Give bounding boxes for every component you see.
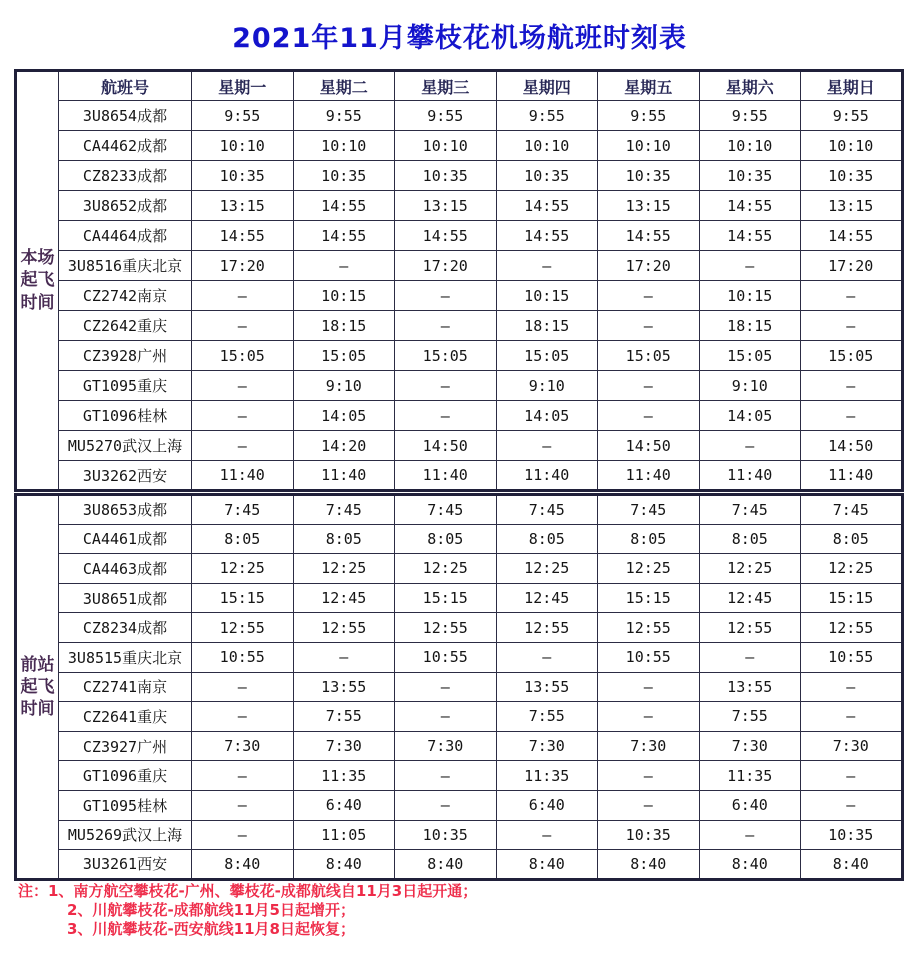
- time-cell: 10:55: [598, 642, 700, 672]
- table-row: [16, 131, 903, 161]
- time-cell: –: [598, 281, 700, 311]
- time-cell: –: [192, 790, 294, 820]
- time-cell: –: [395, 790, 497, 820]
- column-header-weekday: 星期二: [293, 71, 395, 101]
- table-row: [16, 642, 903, 672]
- table-row: [16, 583, 903, 613]
- time-cell: 14:55: [395, 221, 497, 251]
- section-label-line: 本场: [20, 248, 55, 269]
- time-cell: 12:55: [293, 613, 395, 643]
- time-cell: 10:10: [395, 131, 497, 161]
- time-cell: 10:55: [192, 642, 294, 672]
- flight-number-cell: GT1096重庆: [59, 761, 192, 791]
- table-row: [16, 613, 903, 643]
- column-header-weekday: 星期四: [496, 71, 598, 101]
- section-label-line: 起飞: [20, 676, 55, 697]
- column-header-flight-number: 航班号: [59, 71, 192, 101]
- time-cell: 10:10: [293, 131, 395, 161]
- time-cell: 8:40: [699, 850, 801, 880]
- time-cell: 17:20: [395, 251, 497, 281]
- column-header-weekday: 星期日: [801, 71, 903, 101]
- time-cell: 13:15: [598, 191, 700, 221]
- time-cell: 11:40: [496, 461, 598, 491]
- time-cell: 8:05: [801, 524, 903, 554]
- time-cell: 12:45: [293, 583, 395, 613]
- time-cell: 8:05: [598, 524, 700, 554]
- flight-number-cell: GT1096桂林: [59, 401, 192, 431]
- time-cell: 6:40: [699, 790, 801, 820]
- flight-number-cell: CA4461成都: [59, 524, 192, 554]
- time-cell: 8:40: [598, 850, 700, 880]
- time-cell: 11:40: [598, 461, 700, 491]
- time-cell: 6:40: [496, 790, 598, 820]
- time-cell: –: [496, 642, 598, 672]
- time-cell: 11:35: [699, 761, 801, 791]
- time-cell: 7:30: [699, 731, 801, 761]
- time-cell: 15:05: [801, 341, 903, 371]
- time-cell: –: [801, 761, 903, 791]
- flight-number-cell: 3U8653成都: [59, 495, 192, 525]
- time-cell: –: [699, 820, 801, 850]
- time-cell: –: [801, 371, 903, 401]
- flight-number-cell: CZ3928广州: [59, 341, 192, 371]
- previous-station-departure-times-table: [14, 493, 904, 881]
- notes: [18, 882, 477, 939]
- time-cell: 15:15: [801, 583, 903, 613]
- time-cell: –: [192, 702, 294, 732]
- time-cell: 7:30: [496, 731, 598, 761]
- time-cell: 14:55: [699, 221, 801, 251]
- time-cell: 12:25: [293, 554, 395, 584]
- time-cell: 10:15: [699, 281, 801, 311]
- time-cell: 12:25: [598, 554, 700, 584]
- time-cell: 12:25: [801, 554, 903, 584]
- section-label-line: 起飞: [20, 270, 55, 291]
- table-row: [16, 311, 903, 341]
- time-cell: 9:55: [192, 101, 294, 131]
- time-cell: 10:35: [496, 161, 598, 191]
- time-cell: –: [801, 401, 903, 431]
- flight-number-cell: MU5269武汉上海: [59, 820, 192, 850]
- flight-number-cell: CZ2741南京: [59, 672, 192, 702]
- time-cell: 12:25: [496, 554, 598, 584]
- section-label: [16, 71, 59, 491]
- flight-number-cell: GT1095桂林: [59, 790, 192, 820]
- section-label-line: 时间: [20, 292, 55, 313]
- section-label-line: 时间: [20, 698, 55, 719]
- time-cell: 8:40: [192, 850, 294, 880]
- time-cell: 10:15: [293, 281, 395, 311]
- flight-number-cell: CZ3927广州: [59, 731, 192, 761]
- time-cell: –: [192, 401, 294, 431]
- flight-number-cell: CZ2742南京: [59, 281, 192, 311]
- time-cell: 7:55: [699, 702, 801, 732]
- time-cell: 14:55: [801, 221, 903, 251]
- time-cell: 7:30: [192, 731, 294, 761]
- table-row: [16, 401, 903, 431]
- time-cell: 10:10: [699, 131, 801, 161]
- time-cell: 8:05: [699, 524, 801, 554]
- table-row: [16, 850, 903, 880]
- time-cell: –: [192, 761, 294, 791]
- time-cell: 9:55: [395, 101, 497, 131]
- flight-number-cell: 3U8654成都: [59, 101, 192, 131]
- time-cell: 12:55: [192, 613, 294, 643]
- time-cell: 7:55: [496, 702, 598, 732]
- time-cell: 10:15: [496, 281, 598, 311]
- time-cell: 14:20: [293, 431, 395, 461]
- time-cell: 12:55: [801, 613, 903, 643]
- time-cell: –: [801, 790, 903, 820]
- time-cell: –: [395, 672, 497, 702]
- column-header-weekday: 星期六: [699, 71, 801, 101]
- time-cell: –: [598, 311, 700, 341]
- flight-number-cell: 3U8515重庆北京: [59, 642, 192, 672]
- time-cell: –: [293, 642, 395, 672]
- time-cell: 11:35: [496, 761, 598, 791]
- time-cell: 9:10: [293, 371, 395, 401]
- time-cell: –: [395, 401, 497, 431]
- time-cell: –: [598, 702, 700, 732]
- time-cell: 8:05: [293, 524, 395, 554]
- flight-number-cell: MU5270武汉上海: [59, 431, 192, 461]
- time-cell: –: [192, 820, 294, 850]
- time-cell: –: [395, 761, 497, 791]
- time-cell: 10:10: [192, 131, 294, 161]
- table-row: [16, 672, 903, 702]
- table-row: [16, 191, 903, 221]
- time-cell: 18:15: [699, 311, 801, 341]
- time-cell: –: [699, 431, 801, 461]
- time-cell: –: [598, 401, 700, 431]
- time-cell: –: [699, 251, 801, 281]
- time-cell: 14:50: [801, 431, 903, 461]
- time-cell: –: [192, 431, 294, 461]
- time-cell: 15:15: [395, 583, 497, 613]
- header-row: [16, 71, 903, 101]
- time-cell: 12:55: [598, 613, 700, 643]
- time-cell: 10:10: [496, 131, 598, 161]
- time-cell: –: [598, 761, 700, 791]
- time-cell: –: [395, 371, 497, 401]
- table-row: [16, 371, 903, 401]
- time-cell: 12:25: [699, 554, 801, 584]
- table-row: [16, 524, 903, 554]
- time-cell: –: [598, 790, 700, 820]
- time-cell: 10:35: [192, 161, 294, 191]
- time-cell: –: [395, 281, 497, 311]
- time-cell: 9:10: [496, 371, 598, 401]
- time-cell: 14:05: [293, 401, 395, 431]
- time-cell: 10:10: [598, 131, 700, 161]
- time-cell: 14:05: [496, 401, 598, 431]
- time-cell: 7:45: [192, 495, 294, 525]
- time-cell: 11:40: [699, 461, 801, 491]
- time-cell: –: [801, 281, 903, 311]
- time-cell: 7:45: [395, 495, 497, 525]
- time-cell: –: [293, 251, 395, 281]
- time-cell: 8:05: [496, 524, 598, 554]
- time-cell: 14:55: [293, 221, 395, 251]
- time-cell: –: [496, 431, 598, 461]
- time-cell: 17:20: [801, 251, 903, 281]
- time-cell: 9:55: [801, 101, 903, 131]
- time-cell: 10:55: [395, 642, 497, 672]
- flight-number-cell: 3U3262西安: [59, 461, 192, 491]
- time-cell: –: [801, 672, 903, 702]
- time-cell: 10:35: [699, 161, 801, 191]
- section-label-line: 前站: [20, 654, 55, 675]
- time-cell: 14:55: [496, 221, 598, 251]
- time-cell: 6:40: [293, 790, 395, 820]
- time-cell: 8:05: [192, 524, 294, 554]
- time-cell: –: [699, 642, 801, 672]
- flight-number-cell: CZ8234成都: [59, 613, 192, 643]
- time-cell: –: [192, 311, 294, 341]
- time-cell: 7:45: [293, 495, 395, 525]
- table-row: [16, 161, 903, 191]
- time-cell: 8:05: [395, 524, 497, 554]
- time-cell: 11:40: [192, 461, 294, 491]
- flight-number-cell: CZ2641重庆: [59, 702, 192, 732]
- table-row: [16, 461, 903, 491]
- time-cell: 7:30: [395, 731, 497, 761]
- time-cell: 12:55: [395, 613, 497, 643]
- time-cell: 14:50: [395, 431, 497, 461]
- flight-number-cell: CA4462成都: [59, 131, 192, 161]
- time-cell: –: [192, 281, 294, 311]
- column-header-weekday: 星期五: [598, 71, 700, 101]
- table-row: [16, 341, 903, 371]
- time-cell: 9:55: [496, 101, 598, 131]
- time-cell: 10:35: [801, 820, 903, 850]
- time-cell: 13:15: [395, 191, 497, 221]
- time-cell: 12:25: [395, 554, 497, 584]
- time-cell: 14:55: [293, 191, 395, 221]
- table-row: [16, 495, 903, 525]
- time-cell: 11:05: [293, 820, 395, 850]
- time-cell: –: [496, 820, 598, 850]
- time-cell: 15:05: [699, 341, 801, 371]
- time-cell: 11:40: [293, 461, 395, 491]
- time-cell: 17:20: [598, 251, 700, 281]
- time-cell: 12:25: [192, 554, 294, 584]
- time-cell: 9:55: [293, 101, 395, 131]
- time-cell: 7:45: [598, 495, 700, 525]
- time-cell: 9:55: [699, 101, 801, 131]
- table-row: [16, 820, 903, 850]
- time-cell: 8:40: [395, 850, 497, 880]
- time-cell: –: [801, 702, 903, 732]
- time-cell: –: [192, 672, 294, 702]
- time-cell: 8:40: [293, 850, 395, 880]
- time-cell: –: [598, 672, 700, 702]
- time-cell: 7:55: [293, 702, 395, 732]
- time-cell: 10:35: [801, 161, 903, 191]
- time-cell: 7:30: [801, 731, 903, 761]
- time-cell: 15:05: [598, 341, 700, 371]
- time-cell: 12:55: [699, 613, 801, 643]
- column-header-weekday: 星期一: [192, 71, 294, 101]
- column-header-weekday: 星期三: [395, 71, 497, 101]
- flight-number-cell: CZ8233成都: [59, 161, 192, 191]
- time-cell: 18:15: [293, 311, 395, 341]
- table-row: [16, 554, 903, 584]
- time-cell: –: [496, 251, 598, 281]
- time-cell: 13:15: [192, 191, 294, 221]
- time-cell: 13:55: [699, 672, 801, 702]
- section-label: [16, 495, 59, 880]
- note-line: 2、川航攀枝花-成都航线11月5日起增开；: [67, 901, 355, 919]
- table-row: [16, 431, 903, 461]
- time-cell: 12:55: [496, 613, 598, 643]
- flight-number-cell: 3U3261西安: [59, 850, 192, 880]
- time-cell: 12:45: [496, 583, 598, 613]
- flight-number-cell: GT1095重庆: [59, 371, 192, 401]
- time-cell: 8:40: [801, 850, 903, 880]
- time-cell: 11:40: [801, 461, 903, 491]
- time-cell: 7:45: [699, 495, 801, 525]
- time-cell: 10:35: [395, 161, 497, 191]
- flight-number-cell: CZ2642重庆: [59, 311, 192, 341]
- time-cell: 7:30: [598, 731, 700, 761]
- flight-number-cell: CA4463成都: [59, 554, 192, 584]
- time-cell: 14:55: [192, 221, 294, 251]
- flight-number-cell: 3U8651成都: [59, 583, 192, 613]
- time-cell: 10:35: [293, 161, 395, 191]
- note-line: 3、川航攀枝花-西安航线11月8日起恢复；: [67, 920, 355, 938]
- time-cell: 9:10: [699, 371, 801, 401]
- table-row: [16, 761, 903, 791]
- time-cell: –: [801, 311, 903, 341]
- time-cell: 15:05: [395, 341, 497, 371]
- time-cell: 15:05: [293, 341, 395, 371]
- table-row: [16, 221, 903, 251]
- table-row: [16, 702, 903, 732]
- time-cell: 14:05: [699, 401, 801, 431]
- table-row: [16, 790, 903, 820]
- time-cell: 15:05: [192, 341, 294, 371]
- note-line: 注：1、南方航空攀枝花-广州、攀枝花-成都航线自11月3日起开通；: [18, 882, 478, 900]
- time-cell: 10:10: [801, 131, 903, 161]
- time-cell: 14:50: [598, 431, 700, 461]
- time-cell: 10:55: [801, 642, 903, 672]
- time-cell: 10:35: [598, 161, 700, 191]
- time-cell: 10:35: [598, 820, 700, 850]
- time-cell: 13:55: [496, 672, 598, 702]
- time-cell: 15:05: [496, 341, 598, 371]
- time-cell: 15:15: [192, 583, 294, 613]
- time-cell: 7:30: [293, 731, 395, 761]
- time-cell: –: [598, 371, 700, 401]
- flight-number-cell: 3U8516重庆北京: [59, 251, 192, 281]
- time-cell: –: [395, 311, 497, 341]
- time-cell: 13:15: [801, 191, 903, 221]
- time-cell: 11:40: [395, 461, 497, 491]
- time-cell: –: [395, 702, 497, 732]
- table-row: [16, 281, 903, 311]
- local-departure-times-table: [14, 69, 904, 492]
- time-cell: 7:45: [801, 495, 903, 525]
- time-cell: 14:55: [598, 221, 700, 251]
- flight-number-cell: 3U8652成都: [59, 191, 192, 221]
- flight-number-cell: CA4464成都: [59, 221, 192, 251]
- table-row: [16, 251, 903, 281]
- time-cell: 14:55: [496, 191, 598, 221]
- time-cell: 9:55: [598, 101, 700, 131]
- time-cell: 17:20: [192, 251, 294, 281]
- time-cell: 14:55: [699, 191, 801, 221]
- time-cell: 12:45: [699, 583, 801, 613]
- time-cell: 8:40: [496, 850, 598, 880]
- time-cell: 7:45: [496, 495, 598, 525]
- time-cell: 15:15: [598, 583, 700, 613]
- page-title: 2021年11月攀枝花机场航班时刻表: [232, 23, 687, 54]
- time-cell: –: [192, 371, 294, 401]
- time-cell: 18:15: [496, 311, 598, 341]
- time-cell: 13:55: [293, 672, 395, 702]
- time-cell: 11:35: [293, 761, 395, 791]
- table-row: [16, 101, 903, 131]
- table-row: [16, 731, 903, 761]
- time-cell: 10:35: [395, 820, 497, 850]
